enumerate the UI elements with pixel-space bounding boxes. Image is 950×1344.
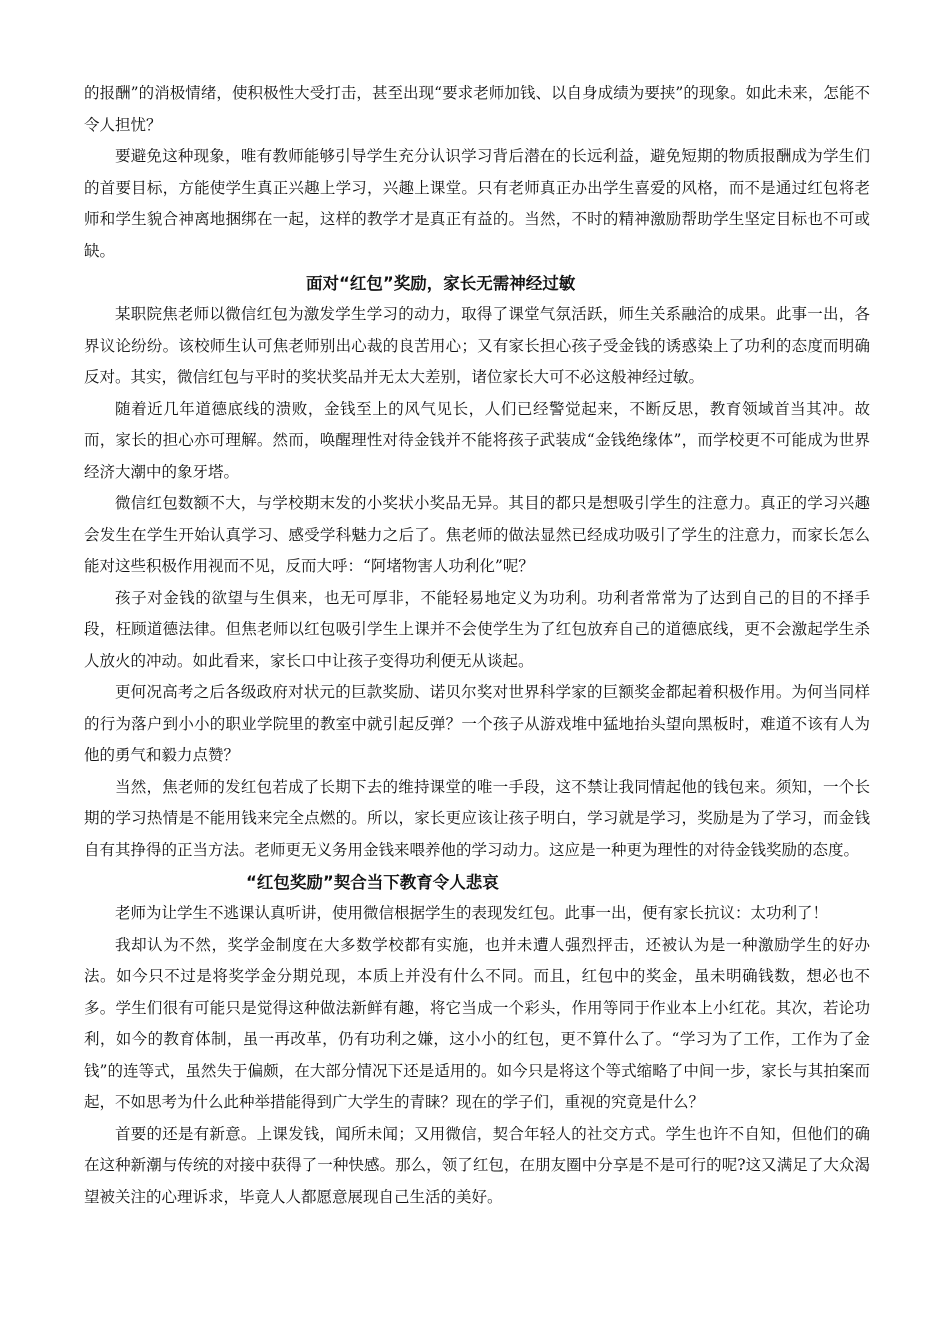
paragraph: 要避免这种现象，唯有教师能够引导学生充分认识学习背后潜在的长远利益，避免短期的物质报酬成为学生们的首要目标，方能使学生真正兴趣上学习，兴趣上课堂。只有老师真正办出学生喜爱的风格，而不是通过红包将老师和学生貌合神离地捆绑在一起，这样的教学才是真正有益的。当然，不时的精神激励帮助学生坚定目标也不可或缺。 [84,147,870,260]
paragraph: 首要的还是有新意。上课发钱，闻所未闻；又用微信，契合年轻人的社交方式。学生也许不自知，但他们的确在这种新潮与传统的对接中获得了一种快感。那么，领了红包，在朋友圈中分享是不是可行的呢?这又满足了大众渴望被关注的心理诉求，毕竟人人都愿意展现自己生活的美好。 [84,1124,870,1206]
paragraph: 当然，焦老师的发红包若成了长期下去的维持课堂的唯一手段，这不禁让我同情起他的钱包来。须知，一个长期的学习热情是不能用钱来完全点燃的。所以，家长更应该让孩子明白，学习就是学习，奖励是为了学习，而金钱自有其挣得的正当方法。老师更无义务用金钱来喂养他的学习动力。这应是一种更为理性的对待金钱奖励的态度。 [84,777,870,859]
paragraph: 微信红包数额不大，与学校期末发的小奖状小奖品无异。其目的都只是想吸引学生的注意力。真正的学习兴趣会发生在学生开始认真学习、感受学科魅力之后了。焦老师的做法显然已经成功吸引了学生的注意力，而家长怎么能对这些积极作用视而不见，反而大呼：“阿堵物害人功利化”呢？ [84,494,870,575]
section-heading-parents: 面对“红包”奖励，家长无需神经过敏 [306,274,576,293]
section-heading-education: “红包奖励”契合当下教育令人悲哀 [246,873,499,892]
paragraph: 的报酬”的消极情绪，使积极性大受打击，甚至出现“要求老师加钱、以自身成绩为要挟”的现象。如此未来，怎能不令人担忧？ [84,84,870,134]
paragraph: 老师为让学生不逃课认真听讲，使用微信根据学生的表现发红包。此事一出，便有家长抗议：太功利了！ [115,904,829,922]
paragraph: 孩子对金钱的欲望与生俱来，也无可厚非，不能轻易地定义为功利。功利者常常为了达到自己的目的不择手段，枉顾道德法律。但焦老师以红包吸引学生上课并不会使学生为了红包放弃自己的道德底线，更不会激起学生杀人放火的冲动。如此看来，家长口中让孩子变得功利便无从谈起。 [84,588,870,670]
paragraph: 我却认为不然，奖学金制度在大多数学校都有实施，也并未遭人强烈抨击，还被认为是一种激励学生的好办法。如今只不过是将奖学金分期兑现，本质上并没有什么不同。而且，红包中的奖金，虽未明确钱数，想必也不多。学生们很有可能只是觉得这种做法新鲜有趣，将它当成一个彩头，作用等同于作业本上小红花。其次，若论功利，如今的教育体制，虽一再改革，仍有功利之嫌，这小小的红包，更不算什么了。“学习为了工作，工作为了金钱”的连等式，虽然失于偏颇，在大部分情况下还是适用的。如今只是将这个等式缩略了中间一步，家长与其拍案而起，不如思考为什么此种举措能得到广大学生的青睐？现在的学子们，重视的究竟是什么？ [84,935,870,1111]
document-page [84,78,870,1213]
paragraph: 随着近几年道德底线的溃败，金钱至上的风气见长，人们已经警觉起来，不断反思，教育领域首当其冲。故而，家长的担心亦可理解。然而，唤醒理性对待金钱并不能将孩子武装成“金钱绝缘体”，而学校更不可能成为世界经济大潮中的象牙塔。 [84,399,870,481]
paragraph: 更何况高考之后各级政府对状元的巨款奖励、诺贝尔奖对世界科学家的巨额奖金都起着积极作用。为何当同样的行为落户到小小的职业学院里的教室中就引起反弹？一个孩子从游戏堆中猛地抬头望向黑板时，难道不该有人为他的勇气和毅力点赞？ [84,683,870,764]
paragraph: 某职院焦老师以微信红包为激发学生学习的动力，取得了课堂气氛活跃，师生关系融洽的成果。此事一出，各界议论纷纷。该校师生认可焦老师别出心裁的良苦用心；又有家长担心孩子受金钱的诱惑染上了功利的态度而明确反对。其实，微信红包与平时的奖状奖品并无太大差别，诸位家长大可不必这般神经过敏。 [84,305,870,386]
